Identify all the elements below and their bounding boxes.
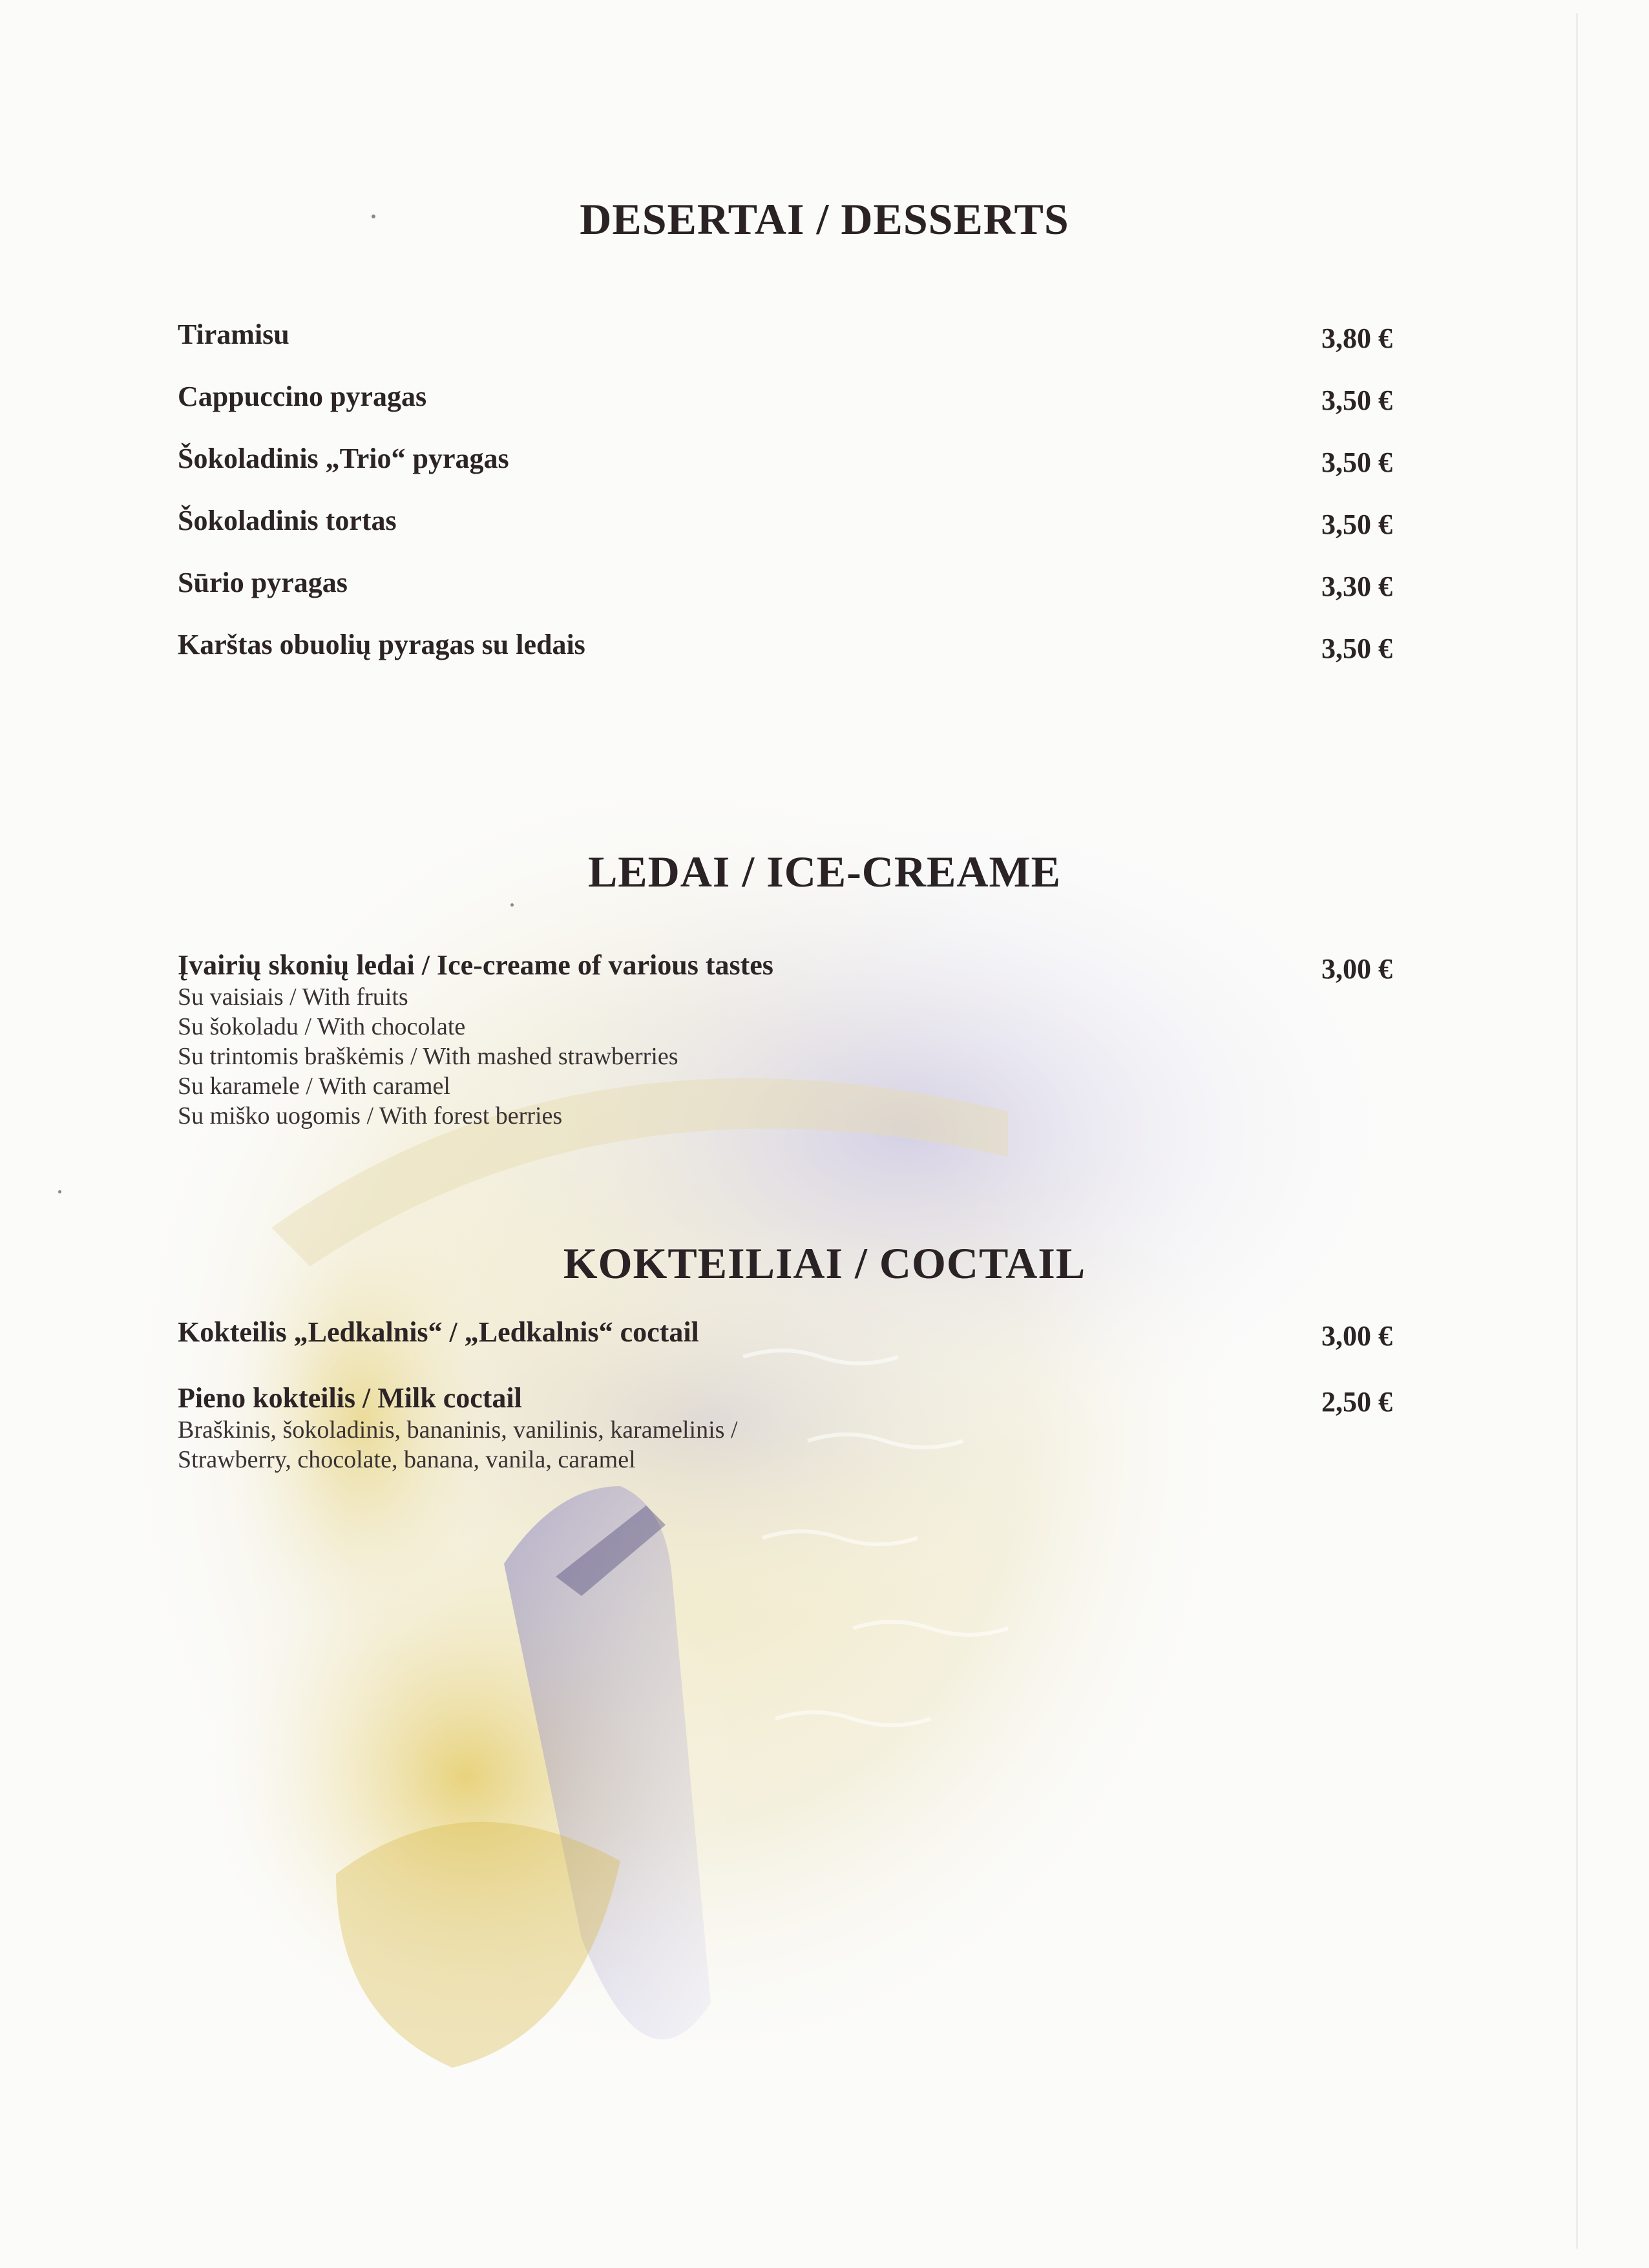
flavor-line: Strawberry, chocolate, banana, vanila, caramel: [178, 1446, 636, 1473]
option-line: Su trintomis braškėmis / With mashed strawberries: [178, 1043, 678, 1070]
menu-item-price: 3,00 €: [1321, 1320, 1392, 1352]
milk-cocktail-flavors: [178, 1415, 738, 1475]
menu-item-price: 3,50 €: [1321, 384, 1392, 416]
menu-item-name: Karštas obuolių pyragas su ledais: [178, 629, 585, 660]
menu-item-price: 3,50 €: [1321, 633, 1392, 664]
ice-cream-heading: LEDAI / ICE-CREAME: [587, 847, 1062, 896]
menu-item: [178, 628, 1392, 673]
option-line: Su karamele / With caramel: [178, 1073, 450, 1100]
menu-item: [178, 318, 1392, 363]
option-line: Su vaisiais / With fruits: [178, 983, 408, 1011]
menu-item: [178, 504, 1392, 549]
menu-item-name: Šokoladinis „Trio“ pyragas: [178, 443, 509, 474]
menu-item-price: 3,30 €: [1321, 571, 1392, 602]
option-line: Su miško uogomis / With forest berries: [178, 1102, 563, 1129]
flavor-line: Braškinis, šokoladinis, bananinis, vanilinis, karamelinis /: [178, 1416, 738, 1444]
menu-item-name: Cappuccino pyragas: [178, 381, 427, 412]
ice-cream-options: [178, 982, 678, 1131]
menu-item-name: Pieno kokteilis / Milk coctail: [178, 1382, 522, 1414]
menu-item-price: 3,00 €: [1321, 953, 1392, 985]
menu-item-name: Įvairių skonių ledai / Ice-creame of various tastes: [178, 949, 773, 981]
menu-item-name: Sūrio pyragas: [178, 567, 348, 598]
menu-item: [178, 1316, 1392, 1361]
menu-item-price: 2,50 €: [1321, 1386, 1392, 1418]
menu-item: [178, 380, 1392, 425]
menu-item-price: 3,80 €: [1321, 322, 1392, 354]
cocktails-heading: KOKTEILIAI / COCTAIL: [563, 1239, 1086, 1288]
menu-item-name: Šokoladinis tortas: [178, 505, 397, 536]
desserts-heading: DESERTAI / DESSERTS: [580, 194, 1069, 244]
menu-item: [178, 566, 1392, 611]
menu-item: [178, 442, 1392, 487]
menu-item-name: Tiramisu: [178, 319, 289, 350]
menu-item-price: 3,50 €: [1321, 509, 1392, 540]
option-line: Su šokoladu / With chocolate: [178, 1013, 466, 1040]
menu-item-price: 3,50 €: [1321, 446, 1392, 478]
menu-item-name: Kokteilis „Ledkalnis“ / „Ledkalnis“ coctail: [178, 1316, 699, 1348]
